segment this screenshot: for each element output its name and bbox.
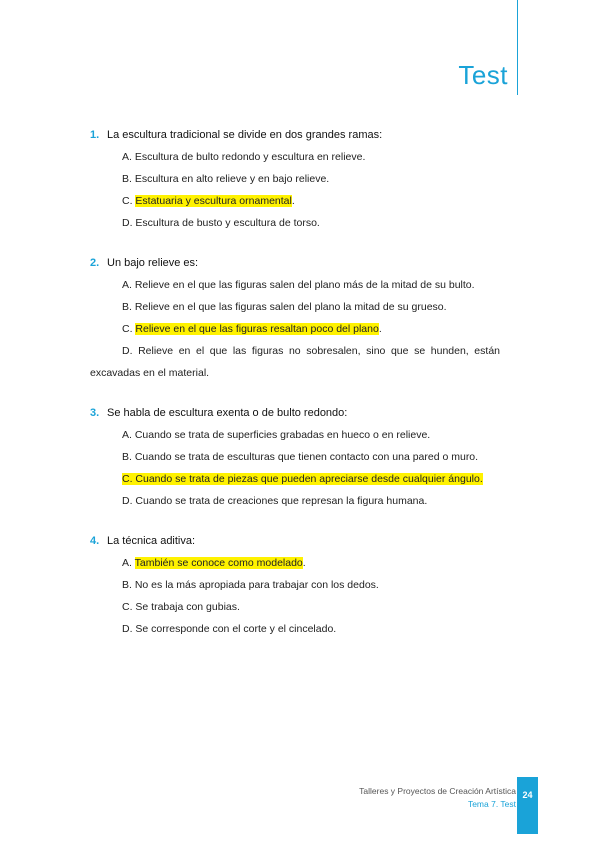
question-text: Se habla de escultura exenta o de bulto redondo: <box>107 407 348 419</box>
option-letter: B. <box>122 451 132 463</box>
header-divider <box>517 0 518 95</box>
question-number: 1. <box>90 129 100 141</box>
option-text: Escultura en alto relieve y en bajo relieve. <box>134 173 330 185</box>
option-letter: A. <box>122 557 132 569</box>
option-tail: . <box>291 195 295 207</box>
question-prompt <box>90 404 500 422</box>
option-3b <box>122 448 500 466</box>
option-tail: . <box>302 557 306 569</box>
option-text: Cuando se trata de esculturas que tienen contacto con una pared o muro. <box>134 451 479 463</box>
question-number: 4. <box>90 535 100 547</box>
option-3d <box>122 492 500 510</box>
option-text: Cuando se trata de superficies grabadas en hueco o en relieve. <box>134 429 431 441</box>
footer-topic: Tema 7. Test <box>467 799 516 809</box>
question-prompt <box>90 254 500 272</box>
option-2a <box>122 276 500 294</box>
option-letter: A. <box>122 279 132 291</box>
question-text: La escultura tradicional se divide en dos grandes ramas: <box>107 129 383 141</box>
question-text: La técnica aditiva: <box>107 535 196 547</box>
option-letter: B. <box>122 301 132 313</box>
option-text: Se trabaja con gubias. <box>135 601 240 613</box>
option-4a-correct <box>122 554 500 572</box>
option-3c-correct <box>122 470 500 488</box>
option-1a <box>122 148 500 166</box>
option-2d-continuation: excavadas en el material. <box>90 367 210 379</box>
option-4b <box>122 576 500 594</box>
option-2c-correct <box>122 320 500 338</box>
option-letter: C. <box>122 601 133 613</box>
highlighted-answer <box>122 473 483 485</box>
option-1c-correct <box>122 192 500 210</box>
option-4c <box>122 598 500 616</box>
option-letter: D. <box>122 495 133 507</box>
option-4d <box>122 620 500 638</box>
option-2b <box>122 298 500 316</box>
option-2d <box>122 342 500 360</box>
question-prompt <box>90 532 500 550</box>
page-number: 24 <box>517 777 538 834</box>
option-text: Escultura de bulto redondo y escultura en relieve. <box>134 151 366 163</box>
question-3 <box>90 404 500 510</box>
option-text: Relieve en el que las figuras salen del plano más de la mitad de su bulto. <box>134 279 475 291</box>
question-text: Un bajo relieve es: <box>107 257 199 269</box>
option-letter: C. <box>122 323 133 335</box>
question-4 <box>90 532 500 638</box>
option-3a <box>122 426 500 444</box>
question-1 <box>90 126 500 232</box>
option-letter: C. <box>122 195 133 207</box>
option-text: Escultura de busto y escultura de torso. <box>135 217 320 229</box>
option-letter: B. <box>122 173 132 185</box>
option-text: Cuando se trata de piezas que pueden apreciarse desde cualquier ángulo. <box>135 473 483 485</box>
highlighted-answer: Relieve en el que las figuras resaltan poco del plano <box>135 323 379 335</box>
option-letter: D. <box>122 623 133 635</box>
option-letter: C. <box>122 473 133 485</box>
footer-book-title: Talleres y Proyectos de Creación Artística <box>359 786 516 796</box>
option-1d <box>122 214 500 232</box>
test-content <box>90 126 500 660</box>
page-footer <box>359 785 516 811</box>
option-letter: B. <box>122 579 132 591</box>
option-text: Se corresponde con el corte y el cincelado. <box>135 623 337 635</box>
option-text: Relieve en el que las figuras no sobresalen, sino que se hunden, están <box>138 345 500 357</box>
page-title: Test <box>458 60 508 90</box>
highlighted-answer: También se conoce como modelado <box>134 557 303 569</box>
question-number: 2. <box>90 257 100 269</box>
option-letter: D. <box>122 345 133 357</box>
option-tail: . <box>378 323 382 335</box>
question-prompt <box>90 126 500 144</box>
option-letter: D. <box>122 217 133 229</box>
highlighted-answer: Estatuaria y escultura ornamental <box>135 195 292 207</box>
option-letter: A. <box>122 151 132 163</box>
option-letter: A. <box>122 429 132 441</box>
option-text: Cuando se trata de creaciones que represan la figura humana. <box>135 495 428 507</box>
option-text: No es la más apropiada para trabajar con los dedos. <box>134 579 379 591</box>
question-number: 3. <box>90 407 100 419</box>
option-1b <box>122 170 500 188</box>
question-2 <box>90 254 500 382</box>
option-text: Relieve en el que las figuras salen del plano la mitad de su grueso. <box>134 301 447 313</box>
